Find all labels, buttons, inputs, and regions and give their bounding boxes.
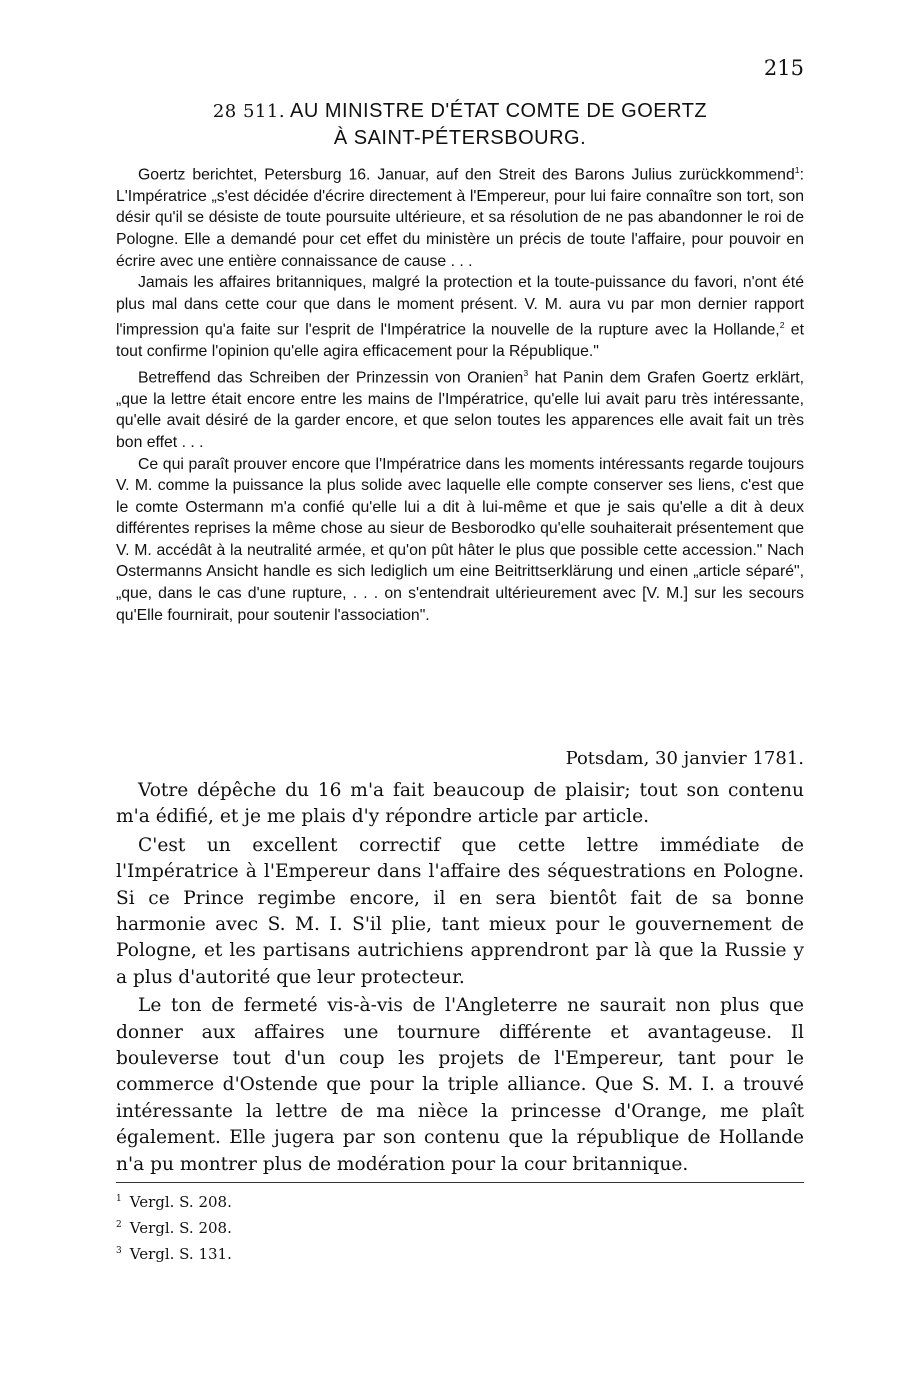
editorial-summary <box>116 160 804 626</box>
footnotes <box>116 1188 416 1266</box>
place-date: Potsdam, 30 janvier 1781. <box>565 748 804 769</box>
footnote: $^2$ Vergl. S. 208. <box>116 1219 232 1237</box>
footnote-ref: 2 <box>779 320 785 331</box>
heading-line-1: AU MINISTRE D'ÉTAT COMTE DE GOERTZ <box>290 100 708 122</box>
summary-paragraph: Betreffend das Schreiben der Prinzessin von Oranien$^3$ hat Panin dem Grafen Goertz erklärt, „que la lettre était encore entre les mains de l'Impératrice, qu'elle lui avait paru très intéressante, qu'elle avait désiré de la garder encore, et que selon toutes les apparences elle avait fait un très bon effet . . . <box>116 367 804 451</box>
footnote-ref: 3 <box>523 367 529 378</box>
summary-paragraph: Ce qui paraît prouver encore que l'Impératrice dans les moments intéressants regarde toujours V. M. comme la puissance la plus solide avec laquelle elle compte conserver ses liens, c'est que le comte Ostermann m'a confié qu'elle lui a dit à lui-même et que je sais qu'elle a dit à deux différentes reprises la même chose au sieur de Besborodko qu'elle souhaiterait présentement que V. M. accédât à la neutralité armée, et qu'on pût hâter le plus que possible cette accession." Nach Ostermanns Ansicht handle es sich lediglich um eine Beitrittserklärung und einen „article séparé", „que, dans le cas d'une rupture, . . . on s'entendrait ultérieurement avec [V. M.] sur les secours qu'Elle fournirait, pour soutenir l'association". <box>116 455 804 624</box>
letter-body <box>116 778 804 1180</box>
letter-paragraph: C'est un excellent correctif que cette lettre immédiate de l'Impératrice à l'Empereur dans l'affaire des séquestrations en Pologne. Si ce Prince regimbe encore, il en sera bientôt fait de sa bonne harmonie avec S. M. I. S'il plie, tant mieux pour le gouvernement de Pologne, et les partisans autrichiens apprendront par là que la Russie y a plus d'autorité que leur protecteur. <box>116 834 804 988</box>
heading-line-2: À SAINT-PÉTERSBOURG. <box>333 127 587 149</box>
letter-paragraph: Votre dépêche du 16 m'a fait beaucoup de plaisir; tout son contenu m'a édifié, et je me plais d'y répondre article par article. <box>116 780 804 828</box>
footnote: $^3$ Vergl. S. 131. <box>116 1245 232 1263</box>
letter-paragraph: Le ton de fermeté vis-à-vis de l'Angleterre ne saurait non plus que donner aux affaires une tournure différente et avantageuse. Il bouleverse tout d'un coup les projets de l'Empereur, tant pour le commerce d'Ostende que pour la triple alliance. Que S. M. I. a trouvé intéressante la lettre de ma nièce la princesse d'Orange, me plaît également. Elle jugera par son contenu que la république de Hollande n'a pu montrer plus de modération pour la cour britannique. <box>116 995 804 1175</box>
footnote: $^1$ Vergl. S. 208. <box>116 1193 232 1211</box>
summary-paragraph: Goertz berichtet, Petersburg 16. Januar, auf den Streit des Barons Julius zurückkommend$^1$: L'Impératrice „s'est décidée d'écrire directement à l'Empereur, pour lui faire connaître son tort, son désir qu'il se désiste de toute poursuite ultérieure, et sa résolution de ne pas abandonner le roi de Pologne. Elle a demandé pour cet effet du ministère un précis de toute l'affaire, pour pouvoir en écrire avec une entière connaissance de cause . . . <box>116 165 804 270</box>
letter-number: 28 511. <box>212 101 286 122</box>
summary-paragraph: Jamais les affaires britanniques, malgré la protection et la toute-puissance du favori, n'ont été plus mal dans cette cour que dans le moment présent. V. M. aura vu par mon dernier rapport l'impression qu'a faite sur l'esprit de l'Impératrice la nouvelle de la rupture avec la Hollande,$^2$ et tout confirme l'opinion qu'elle agira efficacement pour la République." <box>116 274 804 361</box>
page-number: 215 <box>763 56 804 80</box>
footnote-divider <box>116 1182 804 1183</box>
footnote-ref: 1 <box>794 165 800 175</box>
letter-heading <box>130 98 790 151</box>
